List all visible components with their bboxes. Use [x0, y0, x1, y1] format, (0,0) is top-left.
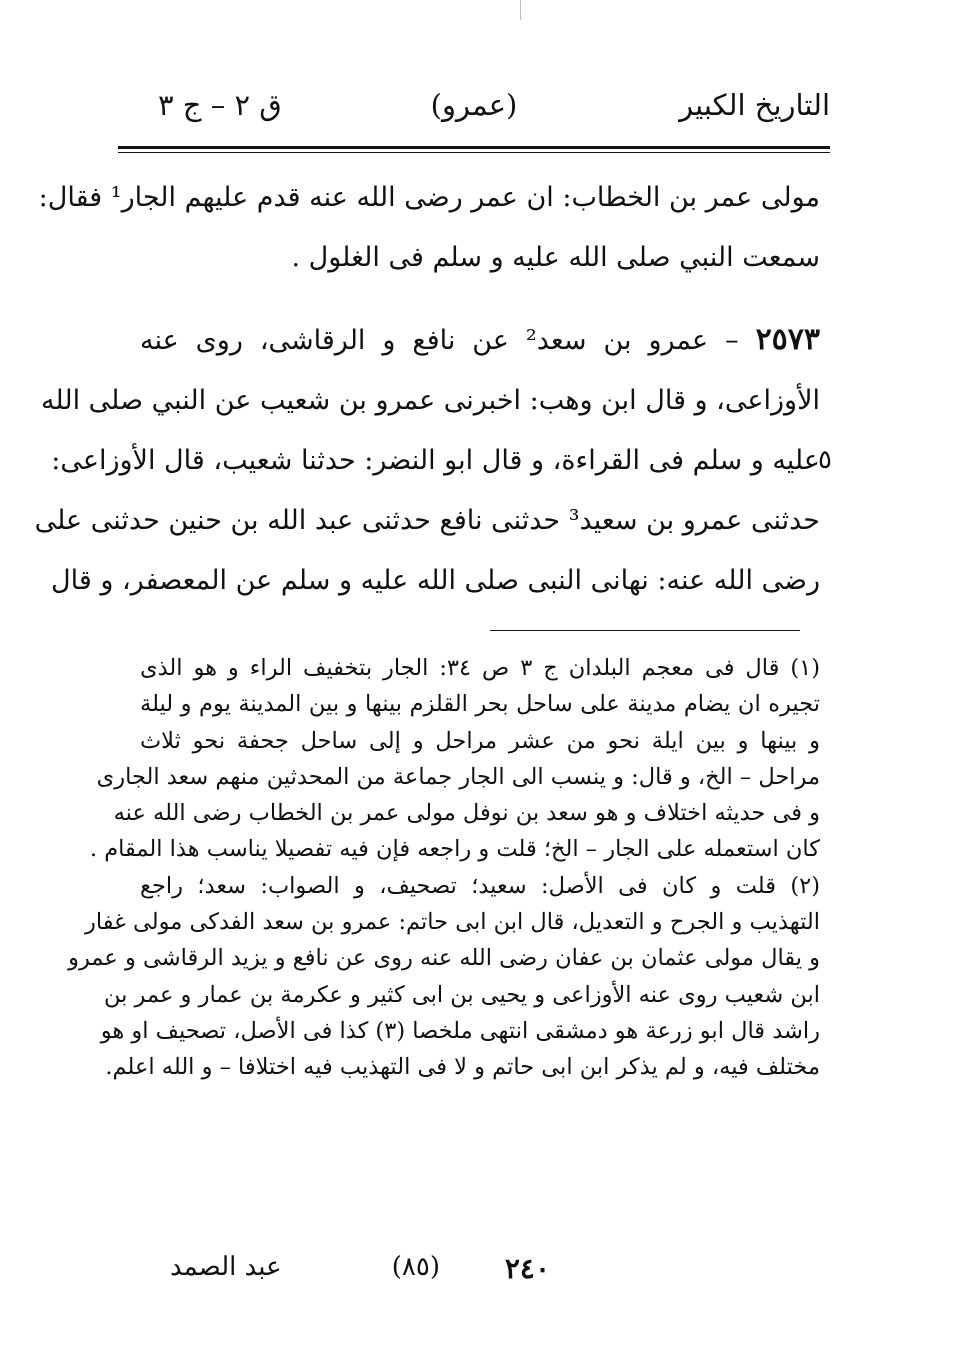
entry-heading-line	[140, 310, 820, 371]
footnote-line: كان استعمله على الجار – الخ؛ قلت و راجعه فإن فيه تفصيلا يناسب هذا المقام .	[89, 836, 820, 863]
text-line: عليه و سلم فى القراءة، و قال ابو النضر: حدثنا شعيب، قال الأوزاعى:	[51, 445, 820, 476]
header-rule-thin	[118, 152, 830, 153]
page-footer	[170, 1252, 550, 1292]
footnote-separator	[490, 630, 800, 631]
folio-number: (٨٥)	[391, 1252, 440, 1282]
entry-number: ٢٥٧٣	[755, 322, 821, 357]
footnote-line: التهذيب و الجرح و التعديل، قال ابن ابى حاتم: عمرو بن سعد الفدكى مولى غفار	[85, 909, 820, 936]
scribe-name: عبد الصمد	[170, 1252, 282, 1282]
footnote-line: ابن شعيب روى عنه الأوزاعى و يحيى بن ابى كثير و عكرمة بن عمار و عمر بن	[104, 981, 820, 1008]
footnote-line: (٢) قلت و كان فى الأصل: سعيد؛ تصحيف، و الصواب: سعد؛ راجع	[140, 872, 820, 899]
text-line: سمعت النبي صلى الله عليه و سلم فى الغلول .	[291, 242, 820, 273]
text-line: الأوزاعى، و قال ابن وهب: اخبرنى عمرو بن شعيب عن النبي صلى الله	[40, 385, 820, 416]
footnote-line: و بينها و بين ايلة نحو من عشر مراحل و إلى ساحل جحفة نحو ثلاث	[140, 727, 820, 754]
footnote-line: و يقال مولى عثمان بن عفان رضى الله عنه روى عن نافع و يزيد الرقاشى و عمرو	[68, 945, 820, 972]
footnote-line: و فى حديثه اختلاف و هو سعد بن نوفل مولى عمر بن الخطاب رضى الله عنه	[113, 800, 820, 827]
footnote-line: راشد قال ابو زرعة هو دمشقى انتهى ملخصا (٣) كذا فى الأصل، تصحيف او هو	[100, 1017, 820, 1044]
entry-first-line: – عمرو بن سعد² عن نافع و الرقاشى، روى عنه	[140, 325, 739, 356]
page-number: ٢٤٠	[504, 1252, 550, 1285]
footnote-line: (١) قال فى معجم البلدان ج ٣ ص ٣٤: الجار بتخفيف الراء و هو الذى	[140, 655, 820, 681]
header-volume-ref: ق ٢ – ج ٣	[158, 88, 282, 122]
header-name: (عمرو)	[430, 88, 518, 122]
main-text	[34, 168, 821, 611]
footnotes	[68, 650, 820, 1086]
header-title: التاريخ الكبير	[679, 88, 830, 122]
footnote-line: مراحل – الخ، و قال: و ينسب الى الجار جماعة من المحدثين منهم سعد الجارى	[96, 763, 820, 790]
scan-mark	[520, 0, 521, 20]
footnote-line: مختلف فيه، و لم يذكر ابن ابى حاتم و لا فى التهذيب فيه اختلافا – و الله اعلم.	[105, 1054, 820, 1081]
text-line: رضى الله عنه: نهانى النبى صلى الله عليه و سلم عن المعصفر، و قال	[51, 565, 820, 596]
footnote-line: تجيره ان يضام مدينة على ساحل بحر القلزم بينها و بين المدينة يوم و ليلة	[140, 691, 820, 718]
text-line: حدثنى عمرو بن سعيد³ حدثنى نافع حدثنى عبد الله بن حنين حدثنى على	[34, 505, 820, 536]
running-header	[118, 88, 830, 134]
text-line: مولى عمر بن الخطاب: ان عمر رضى الله عنه قدم عليهم الجار¹ فقال:	[38, 182, 820, 213]
line-number-marker: ٥	[818, 445, 832, 475]
header-rule-thick	[118, 146, 830, 149]
